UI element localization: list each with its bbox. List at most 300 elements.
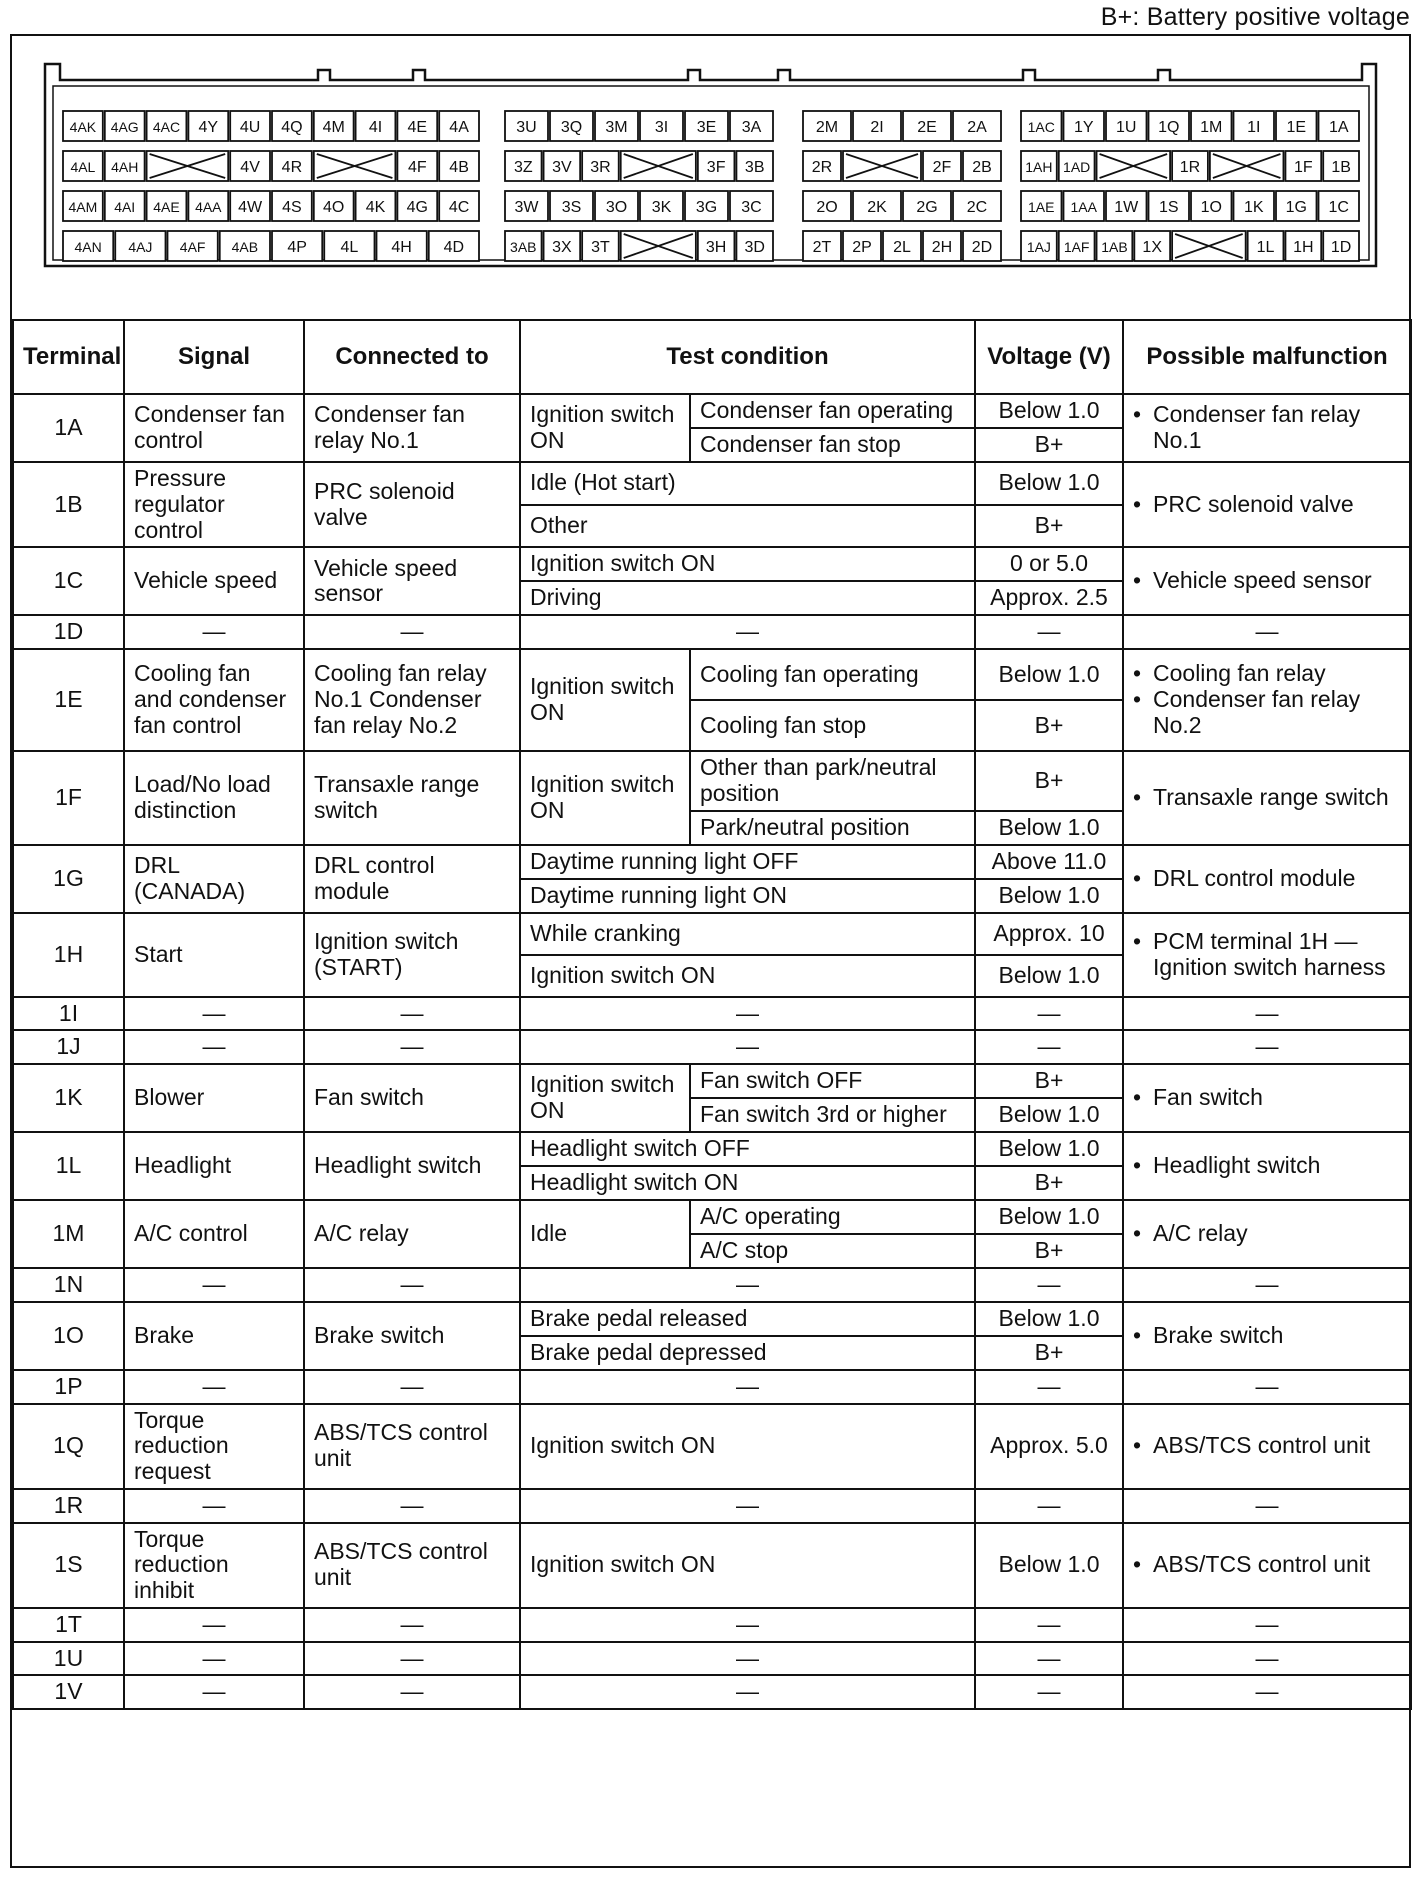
malfunction-cell (1123, 394, 1411, 462)
malfunction-item: • ABS/TCS control unit (1133, 1433, 1401, 1459)
pin-label: 3F (706, 159, 726, 176)
pin-label: 1K (1243, 199, 1264, 216)
pin-label: 1AC (1027, 119, 1055, 135)
malfunction-list (1133, 866, 1401, 892)
terminal-cell: 1G (13, 845, 124, 913)
condition-cell: Ignition switch ON (520, 1523, 975, 1608)
pin-label: 2H (931, 239, 953, 256)
pin-label: 2L (893, 239, 911, 256)
table-row (13, 1489, 1411, 1523)
signal-cell: — (124, 997, 304, 1031)
pin-label: 2I (870, 119, 884, 136)
connected-cell: ABS/TCS control unit (304, 1523, 520, 1608)
pin-label: 1G (1285, 199, 1307, 216)
table-row (13, 1370, 1411, 1404)
signal-cell: — (124, 1030, 304, 1064)
condition-sub-cell: Park/neutral position (690, 811, 975, 845)
malfunction-cell: — (1123, 615, 1411, 649)
malfunction-cell (1123, 1404, 1411, 1489)
condition-main-cell: Ignition switch ON (520, 751, 690, 845)
table-row (13, 1030, 1411, 1064)
signal-cell: — (124, 1675, 304, 1709)
connected-cell: ABS/TCS control unit (304, 1404, 520, 1489)
pin-label: 4AC (152, 119, 181, 135)
pin-label: 1H (1293, 239, 1314, 256)
malfunction-item: • Condenser fan relay No.1 (1133, 402, 1401, 454)
pin-label: 4U (239, 119, 261, 136)
terminal-cell: 1R (13, 1489, 124, 1523)
voltage-cell: B+ (975, 1064, 1123, 1098)
condition-cell: Daytime running light OFF (520, 845, 975, 879)
connector-pinout-svg (10, 34, 1411, 319)
voltage-cell: — (975, 1675, 1123, 1709)
connected-cell: — (304, 1268, 520, 1302)
pin-label: 4AB (231, 239, 259, 255)
connected-cell: Transaxle range switch (304, 751, 520, 845)
pin-label: 4AI (114, 199, 136, 215)
voltage-cell: — (975, 615, 1123, 649)
condition-cell: Headlight switch ON (520, 1166, 975, 1200)
connector-diagram (10, 34, 1411, 319)
malfunction-list (1133, 1085, 1401, 1111)
terminal-cell: 1M (13, 1200, 124, 1268)
pin-label: 4E (407, 119, 428, 136)
malfunction-cell (1123, 913, 1411, 997)
condition-cell: Ignition switch ON (520, 547, 975, 581)
condition-cell: — (520, 1489, 975, 1523)
connected-cell: PRC solenoid valve (304, 462, 520, 547)
signal-cell: Brake (124, 1302, 304, 1370)
malfunction-cell (1123, 1200, 1411, 1268)
pin-label: 3E (696, 119, 717, 136)
pin-label: 3W (514, 199, 539, 216)
pin-label: 4B (449, 159, 469, 176)
malfunction-list (1133, 785, 1401, 811)
header-terminal: Terminal (13, 320, 124, 394)
malfunction-item: • A/C relay (1133, 1221, 1401, 1247)
condition-cell: Daytime running light ON (520, 879, 975, 913)
terminal-cell: 1U (13, 1642, 124, 1676)
table-row (13, 1200, 1411, 1234)
pin-label: 2M (815, 119, 839, 136)
malfunction-cell (1123, 751, 1411, 845)
signal-cell: — (124, 1489, 304, 1523)
table-row (13, 1064, 1411, 1098)
malfunction-list (1133, 1221, 1401, 1247)
connected-cell: — (304, 1489, 520, 1523)
pin-label: 3M (605, 119, 628, 136)
terminal-cell: 1T (13, 1608, 124, 1642)
table-row (13, 547, 1411, 581)
malfunction-cell: — (1123, 1608, 1411, 1642)
pin-label: 1C (1328, 199, 1349, 216)
terminal-cell: 1P (13, 1370, 124, 1404)
voltage-cell: B+ (975, 505, 1123, 548)
terminal-cell: 1K (13, 1064, 124, 1132)
pin-label: 4Q (281, 119, 303, 136)
condition-sub-cell: Fan switch 3rd or higher (690, 1098, 975, 1132)
malfunction-cell (1123, 845, 1411, 913)
malfunction-cell: — (1123, 1675, 1411, 1709)
table-row (13, 1608, 1411, 1642)
pin-label: 1AE (1028, 199, 1055, 215)
pin-label: 1I (1247, 119, 1261, 136)
pin-label: 4G (406, 199, 428, 216)
pin-label: 2A (967, 119, 987, 136)
condition-cell: — (520, 1642, 975, 1676)
table-row (13, 615, 1411, 649)
terminal-cell: 1S (13, 1523, 124, 1608)
table-row (13, 394, 1411, 428)
pin-label: 4C (448, 199, 470, 216)
malfunction-list (1133, 402, 1401, 454)
terminal-cell: 1E (13, 649, 124, 751)
condition-main-cell: Ignition switch ON (520, 394, 690, 462)
connected-cell: — (304, 1675, 520, 1709)
voltage-cell: B+ (975, 700, 1123, 751)
voltage-cell: Approx. 10 (975, 913, 1123, 955)
pin-label: 4H (391, 239, 412, 256)
signal-cell: — (124, 1268, 304, 1302)
malfunction-cell: — (1123, 1268, 1411, 1302)
condition-sub-cell: Fan switch OFF (690, 1064, 975, 1098)
voltage-cell: — (975, 1268, 1123, 1302)
connected-cell: — (304, 1370, 520, 1404)
pin-label: 4Y (198, 119, 219, 136)
signal-cell: — (124, 1370, 304, 1404)
pin-label: 3G (695, 199, 718, 216)
malfunction-cell (1123, 462, 1411, 547)
condition-cell: — (520, 615, 975, 649)
pin-label: 1AJ (1026, 239, 1051, 255)
pin-label: 3O (605, 199, 628, 216)
condition-main-cell: Idle (520, 1200, 690, 1268)
condition-main-cell: Ignition switch ON (520, 1064, 690, 1132)
malfunction-cell: — (1123, 1030, 1411, 1064)
pin-label: 3R (590, 159, 611, 176)
condition-sub-cell: A/C operating (690, 1200, 975, 1234)
pin-label: 3X (552, 239, 572, 256)
voltage-cell: Below 1.0 (975, 955, 1123, 997)
battery-voltage-note: B+: Battery positive voltage (1100, 3, 1410, 31)
condition-cell: — (520, 1268, 975, 1302)
table-row (13, 913, 1411, 955)
voltage-cell: — (975, 1489, 1123, 1523)
signal-cell: — (124, 615, 304, 649)
pin-label: 2T (812, 239, 832, 256)
signal-cell: Torque reduction request (124, 1404, 304, 1489)
terminal-cell: 1A (13, 394, 124, 462)
pin-label: 2K (867, 199, 887, 216)
connected-cell: Cooling fan relay No.1 Condenser fan relay No.2 (304, 649, 520, 751)
voltage-cell: Below 1.0 (975, 1132, 1123, 1166)
pin-label: 4AE (153, 199, 180, 215)
malfunction-cell: — (1123, 997, 1411, 1031)
voltage-cell: Below 1.0 (975, 462, 1123, 505)
table-row (13, 1404, 1411, 1489)
malfunction-list (1133, 568, 1401, 594)
voltage-cell: Above 11.0 (975, 845, 1123, 879)
malfunction-list (1133, 492, 1401, 518)
malfunction-list (1133, 929, 1401, 981)
pin-label: 1AF (1063, 239, 1090, 255)
pin-label: 4AM (68, 199, 98, 215)
malfunction-item: • Brake switch (1133, 1323, 1401, 1349)
pin-label: 1D (1330, 239, 1352, 256)
pin-label: 2O (816, 199, 838, 216)
condition-main-cell: Ignition switch ON (520, 649, 690, 751)
voltage-cell: B+ (975, 1234, 1123, 1268)
pin-label: 1Q (1158, 119, 1180, 136)
condition-cell: Ignition switch ON (520, 1404, 975, 1489)
pin-label: 1X (1142, 239, 1163, 256)
pin-label: 1A (1328, 119, 1349, 136)
voltage-cell: Below 1.0 (975, 879, 1123, 913)
table-row (13, 1675, 1411, 1709)
malfunction-list (1133, 1323, 1401, 1349)
pin-label: 1AD (1063, 159, 1091, 175)
pin-label: 1B (1331, 159, 1351, 176)
pin-label: 3Q (560, 119, 583, 136)
connected-cell: Headlight switch (304, 1132, 520, 1200)
table-row (13, 462, 1411, 505)
table-row (13, 1302, 1411, 1336)
pin-label: 4F (407, 159, 427, 176)
malfunction-cell (1123, 649, 1411, 751)
table-row (13, 997, 1411, 1031)
pin-label: 4M (322, 119, 345, 136)
table-row (13, 649, 1411, 700)
pin-label: 3T (591, 239, 610, 256)
pin-label: 4AL (70, 159, 96, 175)
malfunction-cell (1123, 1132, 1411, 1200)
condition-cell: Ignition switch ON (520, 955, 975, 997)
malfunction-item: • Condenser fan relay No.2 (1133, 687, 1401, 739)
connected-cell: — (304, 1608, 520, 1642)
condition-cell: Brake pedal released (520, 1302, 975, 1336)
connected-cell: Fan switch (304, 1064, 520, 1132)
terminal-cell: 1V (13, 1675, 124, 1709)
condition-cell: — (520, 1370, 975, 1404)
signal-cell: A/C control (124, 1200, 304, 1268)
voltage-cell: Below 1.0 (975, 649, 1123, 700)
terminal-cell: 1C (13, 547, 124, 615)
table-row (13, 1523, 1411, 1608)
condition-sub-cell: Other than park/neutral position (690, 751, 975, 811)
signal-cell: Headlight (124, 1132, 304, 1200)
signal-cell: Blower (124, 1064, 304, 1132)
malfunction-cell (1123, 547, 1411, 615)
terminal-cell: 1J (13, 1030, 124, 1064)
signal-cell: Start (124, 913, 304, 997)
condition-sub-cell: Cooling fan stop (690, 700, 975, 751)
header-voltage: Voltage (V) (975, 320, 1123, 394)
voltage-cell: — (975, 1370, 1123, 1404)
malfunction-item: • Transaxle range switch (1133, 785, 1401, 811)
terminal-cell: 1H (13, 913, 124, 997)
pin-label: 3AB (510, 239, 537, 255)
malfunction-cell (1123, 1064, 1411, 1132)
voltage-cell: Below 1.0 (975, 1098, 1123, 1132)
pin-label: 4L (340, 239, 359, 256)
signal-cell: Load/No load distinction (124, 751, 304, 845)
pin-label: 4D (443, 239, 465, 256)
pin-label: 1O (1200, 199, 1222, 216)
condition-sub-cell: Cooling fan operating (690, 649, 975, 700)
malfunction-list (1133, 1552, 1401, 1578)
malfunction-cell: — (1123, 1370, 1411, 1404)
malfunction-list (1133, 1153, 1401, 1179)
table-row (13, 1268, 1411, 1302)
terminal-cell: 1Q (13, 1404, 124, 1489)
condition-cell: — (520, 1030, 975, 1064)
connected-cell: — (304, 615, 520, 649)
pin-label: 3I (654, 119, 669, 136)
terminal-cell: 1I (13, 997, 124, 1031)
pin-label: 4AJ (128, 239, 153, 255)
connected-cell: Ignition switch (START) (304, 913, 520, 997)
pin-label: 3H (705, 239, 727, 256)
signal-cell: Condenser fan control (124, 394, 304, 462)
condition-cell: Idle (Hot start) (520, 462, 975, 505)
pin-label: 2F (932, 159, 952, 176)
pin-label: 4AH (111, 159, 139, 175)
condition-cell: — (520, 1608, 975, 1642)
voltage-cell: B+ (975, 751, 1123, 811)
terminal-cell: 1L (13, 1132, 124, 1200)
voltage-cell: Below 1.0 (975, 1200, 1123, 1234)
malfunction-list (1133, 661, 1401, 738)
pin-label: 1W (1114, 199, 1139, 216)
pin-label: 4AN (74, 239, 102, 255)
voltage-cell: — (975, 997, 1123, 1031)
signal-cell: Pressure regulator control (124, 462, 304, 547)
voltage-cell: B+ (975, 1166, 1123, 1200)
signal-cell: Torque reduction inhibit (124, 1523, 304, 1608)
pin-label: 1E (1286, 119, 1307, 136)
voltage-cell: — (975, 1030, 1123, 1064)
pin-label: 4V (240, 159, 260, 176)
pin-voltage-table (12, 319, 1412, 1710)
signal-cell: DRL (CANADA) (124, 845, 304, 913)
condition-cell: — (520, 1675, 975, 1709)
pin-label: 3B (744, 159, 765, 176)
malfunction-item: • ABS/TCS control unit (1133, 1552, 1401, 1578)
connected-cell: — (304, 997, 520, 1031)
terminal-cell: 1B (13, 462, 124, 547)
pin-label: 4AG (110, 119, 139, 135)
condition-cell: Headlight switch OFF (520, 1132, 975, 1166)
header-signal: Signal (124, 320, 304, 394)
table-row (13, 1642, 1411, 1676)
malfunction-item: • PCM terminal 1H — Ignition switch harness (1133, 929, 1401, 981)
condition-cell: Brake pedal depressed (520, 1336, 975, 1370)
pin-label: 4AF (179, 239, 206, 255)
condition-sub-cell: A/C stop (690, 1234, 975, 1268)
pin-label: 4AK (69, 119, 97, 135)
pin-label: 1U (1116, 119, 1137, 136)
table-row (13, 751, 1411, 811)
malfunction-cell: — (1123, 1489, 1411, 1523)
pin-label: 3Z (513, 159, 533, 176)
header-malfunction: Possible malfunction (1123, 320, 1411, 394)
pin-label: 3A (741, 119, 762, 136)
malfunction-cell: — (1123, 1642, 1411, 1676)
malfunction-item: • PRC solenoid valve (1133, 492, 1401, 518)
pin-label: 3S (561, 199, 582, 216)
pin-label: 1S (1158, 199, 1179, 216)
voltage-cell: Below 1.0 (975, 394, 1123, 428)
connected-cell: Brake switch (304, 1302, 520, 1370)
pin-label: 2E (917, 119, 937, 136)
pin-label: 3C (741, 199, 762, 216)
connected-cell: Condenser fan relay No.1 (304, 394, 520, 462)
pin-label: 4S (282, 199, 302, 216)
header-test-condition: Test condition (520, 320, 975, 394)
condition-cell: Driving (520, 581, 975, 615)
pin-label: 3K (651, 199, 672, 216)
pin-label: 1AH (1025, 159, 1053, 175)
voltage-cell: Approx. 5.0 (975, 1404, 1123, 1489)
header-connected-to: Connected to (304, 320, 520, 394)
pin-label: 2C (966, 199, 988, 216)
voltage-cell: 0 or 5.0 (975, 547, 1123, 581)
condition-sub-cell: Condenser fan operating (690, 394, 975, 428)
pin-label: 2R (811, 159, 833, 176)
condition-cell: While cranking (520, 913, 975, 955)
pin-label: 1M (1200, 119, 1223, 136)
signal-cell: — (124, 1608, 304, 1642)
pin-label: 1F (1293, 159, 1313, 176)
pin-label: 4W (238, 199, 263, 216)
condition-sub-cell: Condenser fan stop (690, 428, 975, 462)
pin-label: 4I (368, 119, 383, 136)
voltage-cell: Below 1.0 (975, 1523, 1123, 1608)
terminal-cell: 1D (13, 615, 124, 649)
malfunction-item: • Fan switch (1133, 1085, 1401, 1111)
pin-label: 3U (516, 119, 537, 136)
pin-label: 4K (365, 199, 386, 216)
malfunction-cell (1123, 1302, 1411, 1370)
pin-label: 4AA (195, 199, 222, 215)
table-body (13, 394, 1411, 1709)
condition-cell: Other (520, 505, 975, 548)
table-row (13, 845, 1411, 879)
condition-cell: — (520, 997, 975, 1031)
pin-label: 1AB (1101, 239, 1128, 255)
signal-cell: Cooling fan and condenser fan control (124, 649, 304, 751)
voltage-cell: Approx. 2.5 (975, 581, 1123, 615)
voltage-cell: Below 1.0 (975, 1302, 1123, 1336)
pin-label: 2D (971, 239, 993, 256)
table-row (13, 1132, 1411, 1166)
voltage-cell: — (975, 1608, 1123, 1642)
pin-label: 1R (1179, 159, 1201, 176)
malfunction-item: • Headlight switch (1133, 1153, 1401, 1179)
pin-label: 4P (287, 239, 307, 256)
connected-cell: — (304, 1642, 520, 1676)
signal-cell: Vehicle speed (124, 547, 304, 615)
pin-label: 3D (744, 239, 765, 256)
connected-cell: Vehicle speed sensor (304, 547, 520, 615)
connected-cell: — (304, 1030, 520, 1064)
pin-label: 2B (972, 159, 992, 176)
table-header-row (13, 320, 1411, 394)
malfunction-item: • Cooling fan relay (1133, 661, 1401, 687)
malfunction-item: • DRL control module (1133, 866, 1401, 892)
pin-label: 3V (552, 159, 572, 176)
voltage-cell: B+ (975, 1336, 1123, 1370)
